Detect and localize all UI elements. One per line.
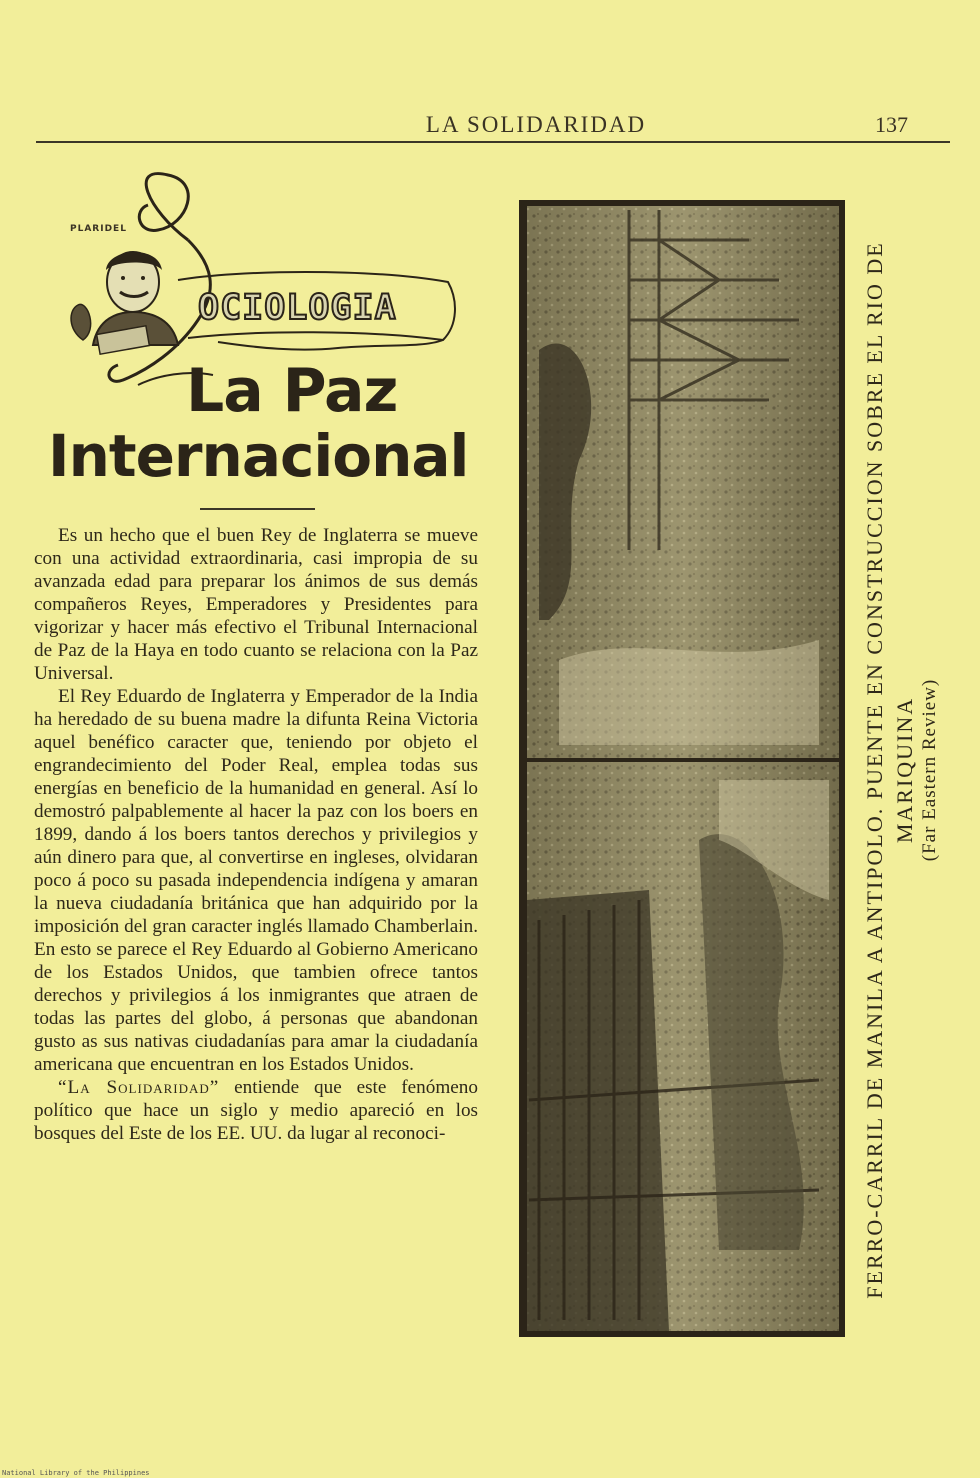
section-banner: OCIOLOGIA — [198, 288, 397, 328]
paragraph-1: Es un hecho que el buen Rey de Inglaterra se mueve con una actividad extraordinaria, casi impropia de su avanzada edad para preparar los ánimos de sus demás compañeros Reyes, Emperadores y Presidentes para vigorizar y hacer más efectivo el Tribunal Internacional de Paz de la Haya en todo cuanto se relaciona con la Paz Universal. — [34, 525, 478, 684]
photograph-image — [519, 200, 845, 1337]
library-credit: National Library of the Philippines — [2, 1469, 150, 1477]
periodical-title: LA SOLIDARIDAD — [425, 112, 647, 137]
headline-line-1: La Paz — [186, 356, 398, 426]
article-body — [34, 524, 478, 1145]
header-rule — [36, 141, 950, 143]
headline-line-2: Internacional — [48, 422, 469, 490]
caption-line-1: FERRO-CARRIL DE MANILA A ANTIPOLO. PUENTE EN CONSTRUCCION SOBRE EL RIO DE — [862, 241, 887, 1299]
quoted-periodical-name: “La Solidaridad” — [58, 1077, 220, 1098]
author-label: PLARIDEL — [70, 224, 127, 234]
running-header — [36, 112, 950, 142]
paragraph-3 — [34, 1076, 478, 1145]
bridge-photograph — [519, 200, 845, 1337]
caption-line-2: MARIQUINA — [892, 696, 917, 844]
paragraph-3-text: entiende que este fenómeno político que hace un siglo y medio apareció en los bosques del Este de los EE. UU. da lugar al reconoci- — [34, 1077, 478, 1144]
headline-rule — [200, 508, 315, 510]
portrait-icon — [71, 252, 178, 354]
photo-caption — [842, 195, 980, 1345]
caption-source: (Far Eastern Review) — [919, 678, 940, 862]
paragraph-2: El Rey Eduardo de Inglaterra y Emperador de la India ha heredado de su buena madre la difunta Reina Victoria aquel benéfico caracter que, teniendo por objeto el engrandecimiento del Poder Real, emplea todas sus energías en beneficio de la humanidad en general. Así lo demostró palpablemente al hacer la paz con los boers en 1899, dando á los boers tantos derechos y privilegios y aún dinero para que, al convertirse en ingleses, olvidaran poco á poco su pasada independencia indígena y amaran la nueva ciudadanía británica que han adquirido por la imposición del gran caracter inglés llamado Chamberlain. En esto se parece el Rey Eduardo al Gobierno Americano de los Estados Unidos, que tambien ofrece tantos derechos y privilegios á los inmigrantes que atraen de todas las partes del globo, á personas que abandonan gusto as sus nativas ciudadanías para amar la ciudadanía americana que encuentran en los Estados Unidos. — [34, 686, 478, 1075]
page-number: 137 — [875, 112, 908, 137]
